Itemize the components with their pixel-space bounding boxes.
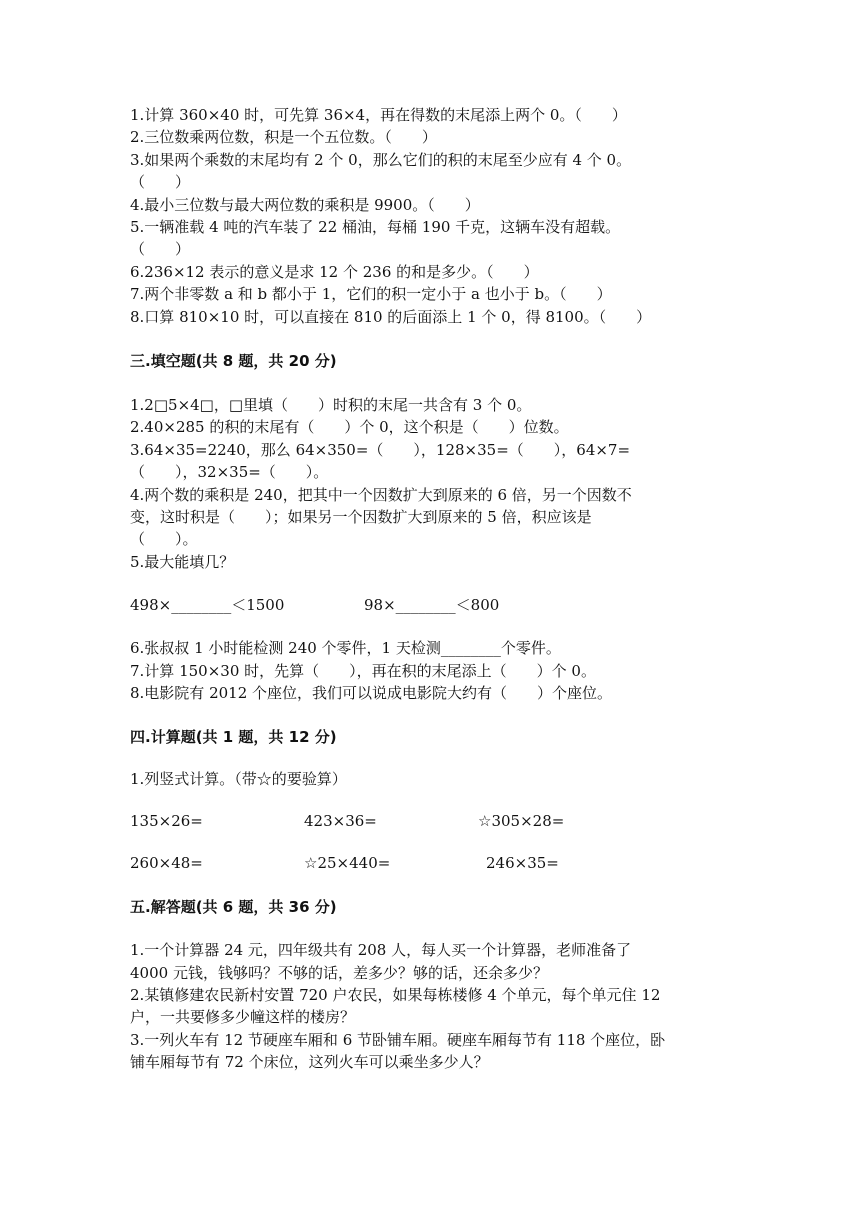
fill-question-2: 2.40×285 的积的末尾有（ ）个 0，这个积是（ ）位数。 <box>130 418 569 436</box>
judge-question-7: 7.两个非零数 a 和 b 都小于 1，它们的积一定小于 a 也小于 b。（ ） <box>130 285 612 303</box>
judge-question-4: 4.最小三位数与最大两位数的乘积是 9900。（ ） <box>130 196 480 214</box>
calc-item: 135×26= <box>130 812 203 830</box>
fill-question-3-cont: （ ），32×35=（ ）。 <box>130 463 329 481</box>
answer-section-title: 五.解答题(共 6 题，共 36 分) <box>130 898 337 916</box>
calc-item: 423×36= <box>304 812 377 830</box>
calc-section-title: 四.计算题(共 1 题，共 12 分) <box>130 728 337 746</box>
fill-section-title: 三.填空题(共 8 题，共 20 分) <box>130 352 337 370</box>
judge-question-5: 5.一辆准载 4 吨的汽车装了 22 桶油，每桶 190 千克，这辆车没有超载。 <box>130 218 621 236</box>
judge-question-6: 6.236×12 表示的意义是求 12 个 236 的和是多少。（ ） <box>130 263 539 281</box>
answer-question-3: 3.一列火车有 12 节硬座车厢和 6 节卧铺车厢。硬座车厢每节有 118 个座位，卧 <box>130 1031 666 1049</box>
judge-question-3-bracket: （ ） <box>130 173 191 191</box>
calc-item: ☆305×28= <box>478 812 565 830</box>
fill-question-4-cont: 变，这时积是（ ）；如果另一个因数扩大到原来的 5 倍，积应该是 <box>130 508 592 526</box>
calc-instruction: 1.列竖式计算。（带☆的要验算） <box>130 770 347 788</box>
calc-item: 246×35= <box>486 854 559 872</box>
calc-item: ☆25×440= <box>304 854 391 872</box>
fill-question-6: 6.张叔叔 1 小时能检测 240 个零件，1 天检测________个零件。 <box>130 639 561 657</box>
fill-question-5-right: 98×________＜800 <box>364 596 500 614</box>
calc-item: 260×48= <box>130 854 203 872</box>
judge-question-2: 2.三位数乘两位数，积是一个五位数。（ ） <box>130 128 437 146</box>
judge-question-8: 8.口算 810×10 时，可以直接在 810 的后面添上 1 个 0，得 8100。（ ） <box>130 308 652 326</box>
answer-question-2-cont: 户，一共要修多少幢这样的楼房？ <box>130 1008 356 1026</box>
fill-question-1: 1.2□5×4□，□里填（ ）时积的末尾一共含有 3 个 0。 <box>130 396 532 414</box>
answer-question-1: 1.一个计算器 24 元，四年级共有 208 人，每人买一个计算器，老师准备了 <box>130 941 632 959</box>
judge-question-1: 1.计算 360×40 时，可先算 36×4，再在得数的末尾添上两个 0。（ ） <box>130 106 627 124</box>
fill-question-5-left: 498×________＜1500 <box>130 596 285 614</box>
fill-question-8: 8.电影院有 2012 个座位，我们可以说成电影院大约有（ ）个座位。 <box>130 684 613 702</box>
fill-question-4-cont2: （ ）。 <box>130 530 198 548</box>
judge-question-5-bracket: （ ） <box>130 240 191 258</box>
fill-question-4: 4.两个数的乘积是 240，把其中一个因数扩大到原来的 6 倍，另一个因数不 <box>130 486 632 504</box>
judge-question-3: 3.如果两个乘数的末尾均有 2 个 0，那么它们的积的末尾至少应有 4 个 0。 <box>130 151 632 169</box>
fill-question-3: 3.64×35=2240，那么 64×350=（ ），128×35=（ ），64×7= <box>130 441 631 459</box>
answer-question-2: 2.某镇修建农民新村安置 720 户农民，如果每栋楼修 4 个单元，每个单元住 12 <box>130 986 661 1004</box>
answer-question-1-cont: 4000 元钱，钱够吗？不够的话，差多少？够的话，还余多少？ <box>130 964 548 982</box>
answer-question-3-cont: 铺车厢每节有 72 个床位，这列火车可以乘坐多少人？ <box>130 1053 489 1071</box>
fill-question-5: 5.最大能填几？ <box>130 553 235 571</box>
fill-question-7: 7.计算 150×30 时，先算（ ），再在积的末尾添上（ ）个 0。 <box>130 662 596 680</box>
